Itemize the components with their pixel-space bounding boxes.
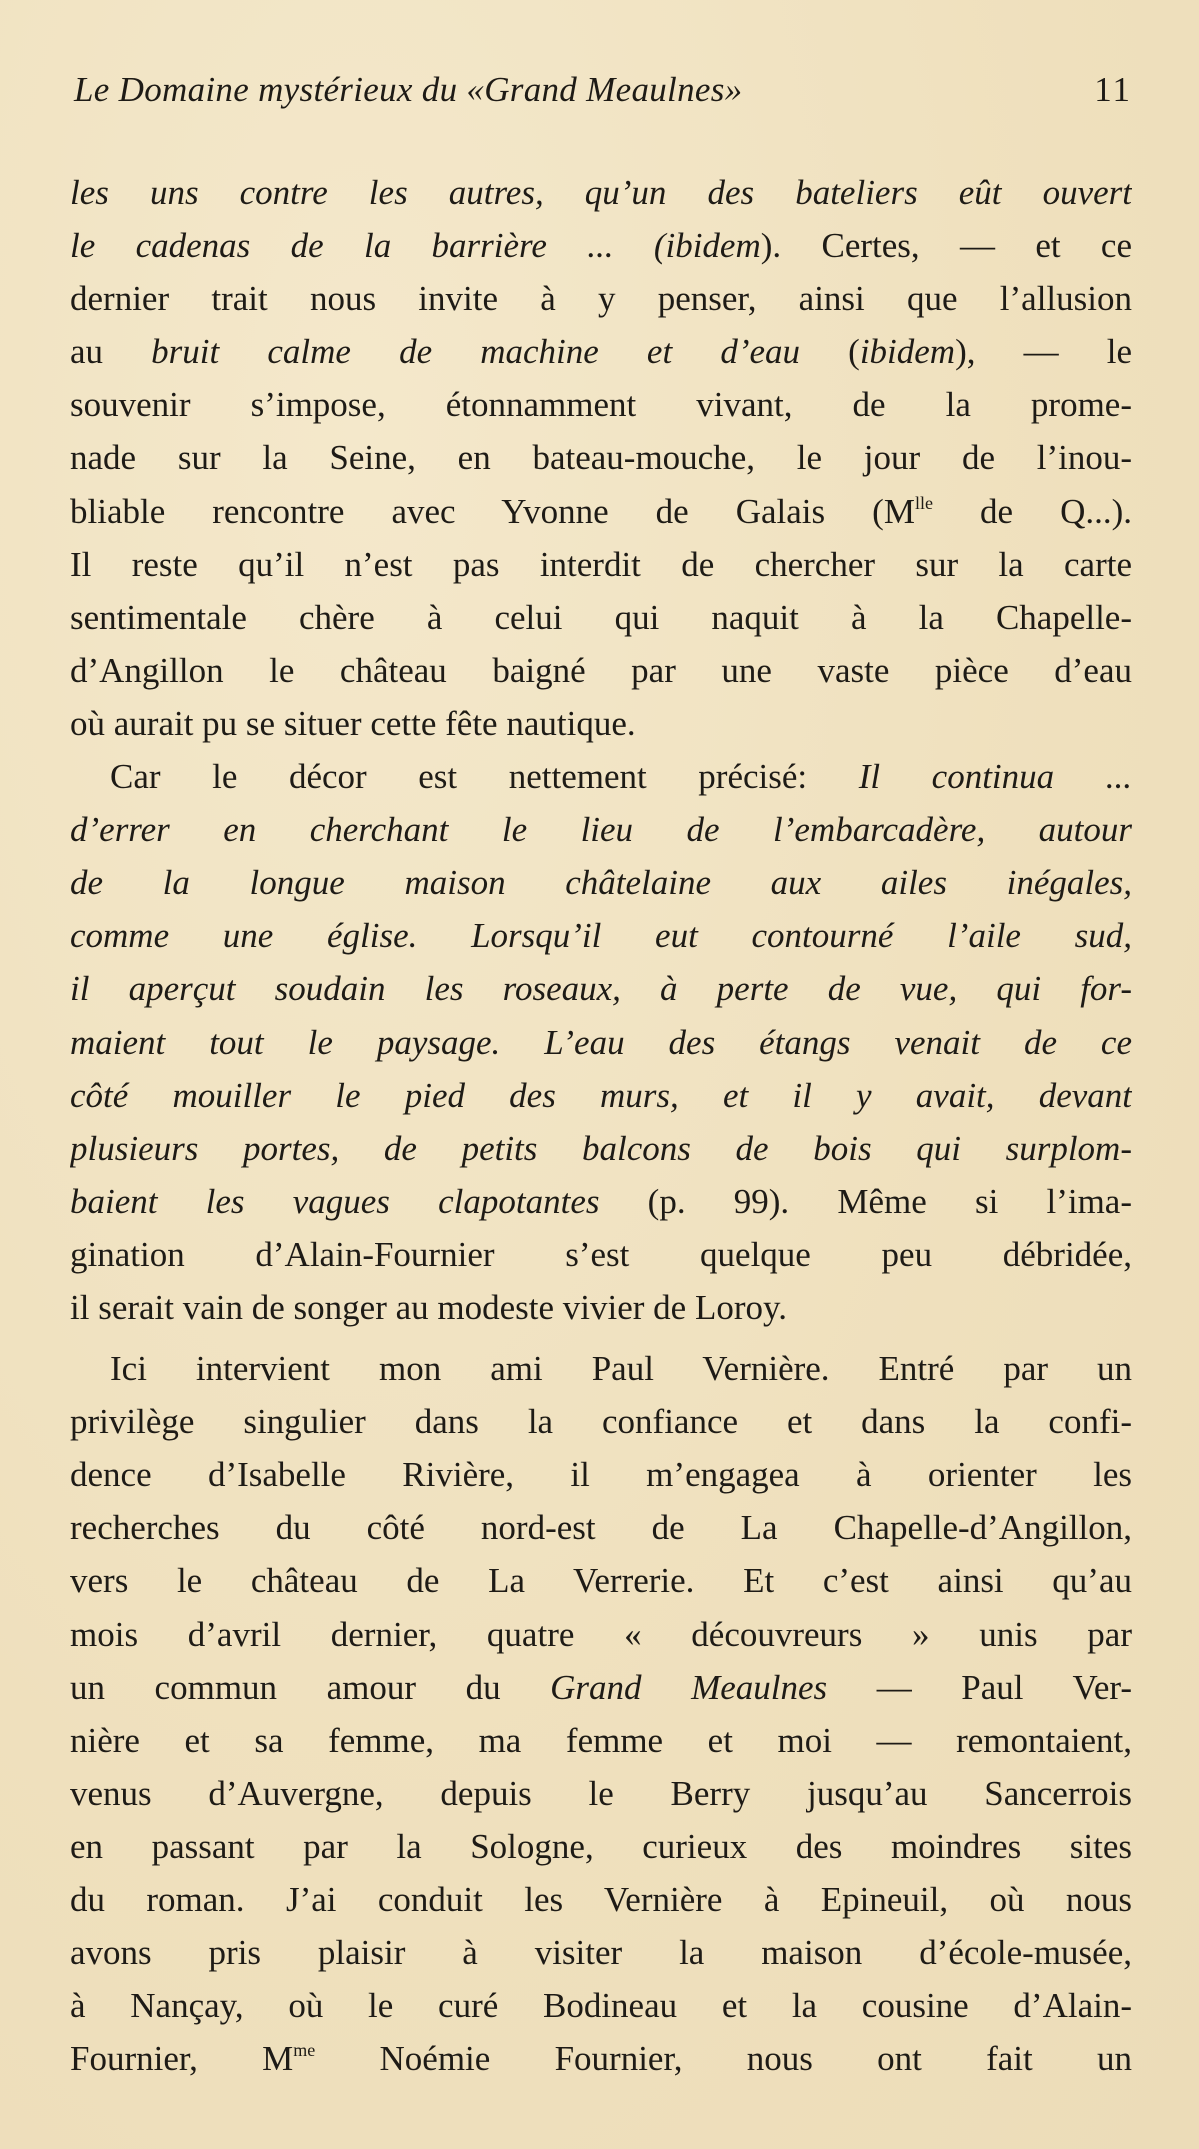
text-line: [70, 1395, 1132, 1448]
text-span: bliable rencontre avec Yvonne de Galais (M: [70, 491, 915, 531]
text-line: [70, 1342, 1132, 1395]
text-span: mois d’avril dernier, quatre « découvreurs » unis par: [70, 1614, 1132, 1654]
text-span: ), — le: [955, 332, 1132, 372]
text-span: nière et sa femme, ma femme et moi — remontaient,: [70, 1720, 1132, 1760]
text-line: [70, 485, 1132, 538]
text-line: [70, 591, 1132, 644]
text-line: [70, 1661, 1132, 1714]
text-span: à Nançay, où le curé Bodineau et la cousine d’Alain-: [70, 1986, 1132, 2026]
page-number: 11: [1094, 70, 1132, 109]
text-line: [70, 1926, 1132, 1979]
text-span: venus d’Auvergne, depuis le Berry jusqu’au Sancerrois: [70, 1773, 1132, 1813]
text-line: [70, 2032, 1132, 2085]
text-line: [70, 1228, 1132, 1281]
italic-text: côté mouiller le pied des murs, et il y avait, devant: [70, 1075, 1132, 1115]
italic-text: les uns contre les autres, qu’un des bateliers eût ouvert: [70, 173, 1132, 212]
text-span: — Paul Ver-: [827, 1667, 1132, 1707]
text-span: souvenir s’impose, étonnamment vivant, de la prome-: [70, 385, 1132, 425]
page-header: [70, 70, 1132, 114]
text-line: [70, 1873, 1132, 1926]
text-span: dernier trait nous invite à y penser, ainsi que l’allusion: [70, 279, 1132, 319]
superscript: lle: [914, 492, 933, 513]
text-span: ). Certes, — et ce: [760, 226, 1132, 266]
text-line: [70, 1820, 1132, 1873]
text-line: [70, 1281, 1132, 1334]
text-line: [70, 378, 1132, 431]
italic-text: de la longue maison châtelaine aux ailes inégales,: [70, 863, 1132, 903]
text-span: privilège singulier dans la confiance et dans la confi-: [70, 1402, 1132, 1442]
body-text: [70, 166, 1132, 2085]
italic-text: bruit calme de machine et d’eau: [151, 332, 801, 372]
italic-text: baient les vagues clapotantes: [70, 1181, 600, 1221]
text-line: [70, 1767, 1132, 1820]
text-line: [70, 644, 1132, 697]
text-line: [70, 538, 1132, 591]
text-line: [70, 166, 1132, 219]
italic-text: il aperçut soudain les roseaux, à perte de vue, qui for-: [70, 969, 1132, 1009]
italic-text: le cadenas de la barrière ... (: [70, 226, 666, 266]
italic-text: plusieurs portes, de petits balcons de bois qui surplom-: [70, 1128, 1132, 1168]
text-line: [70, 1714, 1132, 1767]
text-span: de Q...).: [932, 491, 1132, 531]
text-span: en passant par la Sologne, curieux des moindres sites: [70, 1826, 1132, 1866]
text-span: Fournier, M: [70, 2039, 294, 2079]
text-span: sentimentale chère à celui qui naquit à la Chapelle-: [70, 597, 1132, 637]
text-line: [70, 1016, 1132, 1069]
text-line: [70, 325, 1132, 378]
text-line: [70, 272, 1132, 325]
italic-text: ibidem: [859, 332, 956, 372]
text-line: [70, 431, 1132, 484]
text-line: [70, 1554, 1132, 1607]
text-line: [70, 1122, 1132, 1175]
text-span: (p. 99). Même si l’ima-: [599, 1181, 1132, 1221]
italic-text: Grand Meaulnes: [550, 1667, 828, 1707]
text-line: [70, 750, 1132, 803]
superscript: me: [293, 2040, 316, 2061]
text-span: d’Angillon le château baigné par une vaste pièce d’eau: [70, 650, 1132, 690]
text-line: [70, 1175, 1132, 1228]
text-line: [70, 1448, 1132, 1501]
text-span: dence d’Isabelle Rivière, il m’engagea à orienter les: [70, 1455, 1132, 1495]
text-line: [70, 962, 1132, 1015]
text-span: Il reste qu’il n’est pas interdit de chercher sur la carte: [70, 544, 1132, 584]
text-span: gination d’Alain-Fournier s’est quelque peu débridée,: [70, 1234, 1132, 1274]
italic-text: Il continua ...: [858, 757, 1132, 797]
italic-text: d’errer en cherchant le lieu de l’embarcadère, autour: [70, 810, 1132, 850]
text-span: un commun amour du: [70, 1667, 551, 1707]
text-span: (: [800, 332, 860, 372]
text-span: Noémie Fournier, nous ont fait un: [315, 2039, 1132, 2079]
text-span: vers le château de La Verrerie. Et c’est ainsi qu’au: [70, 1561, 1132, 1601]
italic-text: maient tout le paysage. L’eau des étangs venait de ce: [70, 1022, 1132, 1062]
text-span: il serait vain de songer au modeste vivier de Loroy.: [70, 1287, 787, 1327]
text-span: Ici intervient mon ami Paul Vernière. Entré par un: [110, 1349, 1132, 1389]
text-span: Car le décor est nettement précisé:: [110, 757, 859, 797]
text-line: [70, 909, 1132, 962]
text-span: où aurait pu se situer cette fête nautique.: [70, 703, 636, 743]
text-span: au: [70, 332, 152, 372]
italic-text: ibidem: [665, 226, 761, 266]
running-title: Le Domaine mystérieux du «Grand Meaulnes»: [74, 70, 743, 109]
text-line: [70, 1979, 1132, 2032]
text-line: [70, 1501, 1132, 1554]
text-line: [70, 803, 1132, 856]
text-line: [70, 219, 1132, 272]
text-span: nade sur la Seine, en bateau-mouche, le jour de l’inou-: [70, 438, 1132, 478]
text-span: avons pris plaisir à visiter la maison d’école-musée,: [70, 1933, 1132, 1973]
italic-text: comme une église. Lorsqu’il eut contourné l’aile sud,: [70, 916, 1132, 956]
text-span: recherches du côté nord-est de La Chapelle-d’Angillon,: [70, 1508, 1132, 1548]
text-span: du roman. J’ai conduit les Vernière à Epineuil, où nous: [70, 1880, 1132, 1919]
text-line: [70, 1608, 1132, 1661]
text-line: [70, 856, 1132, 909]
text-line: [70, 697, 1132, 750]
text-line: [70, 1069, 1132, 1122]
